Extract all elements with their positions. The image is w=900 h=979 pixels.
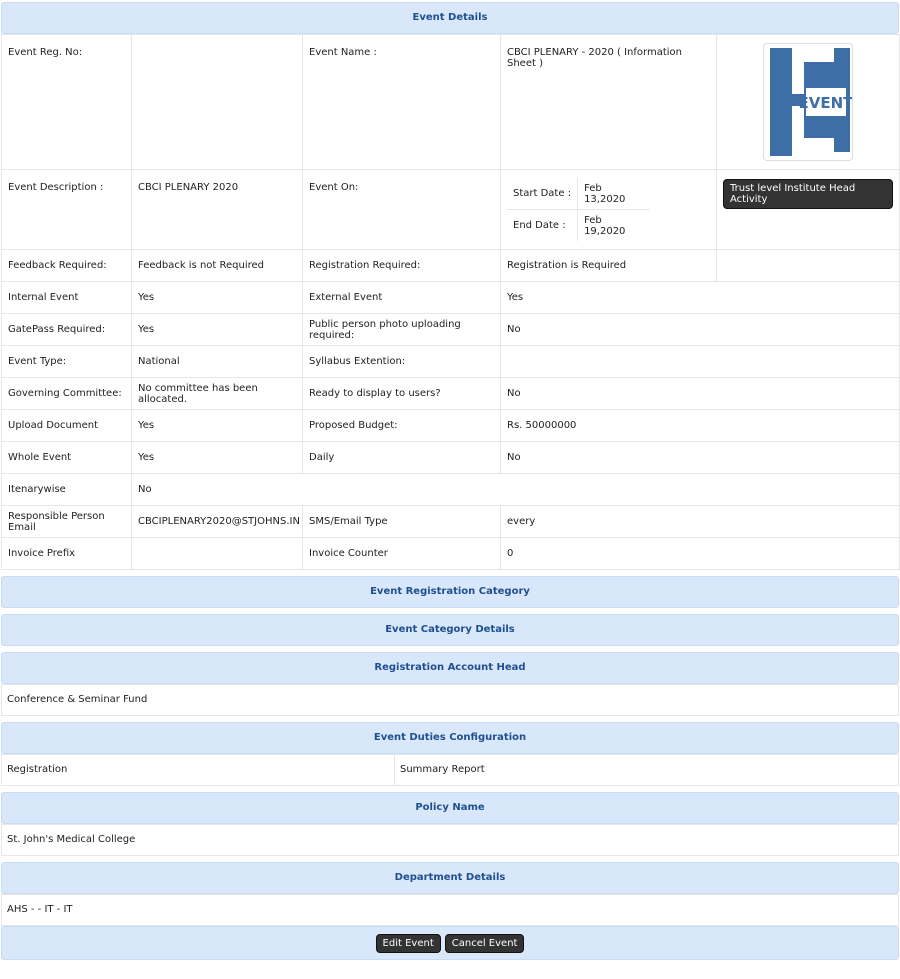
end-date-label: End Date : xyxy=(507,210,578,242)
category-details-header[interactable]: Event Category Details xyxy=(1,614,899,646)
event-details-header: Event Details xyxy=(1,2,899,34)
governing-committee-label: Governing Committee: xyxy=(2,378,132,410)
internal-event-label: Internal Event xyxy=(2,282,132,314)
invoice-prefix-label: Invoice Prefix xyxy=(2,538,132,570)
policy-name-value: St. John's Medical College xyxy=(1,824,899,856)
table-row xyxy=(2,170,900,250)
whole-event-value: Yes xyxy=(132,442,303,474)
event-type-value: National xyxy=(132,346,303,378)
event-reg-no-value xyxy=(132,35,303,170)
internal-event-value: Yes xyxy=(132,282,303,314)
display-to-users-value: No xyxy=(501,378,900,410)
event-dates-table xyxy=(507,178,650,241)
feedback-required-value: Feedback is not Required xyxy=(132,250,303,282)
end-date-value: Feb 19,2020 xyxy=(584,214,626,237)
trust-level-activity-button[interactable]: Trust level Institute Head Activity xyxy=(723,179,893,209)
table-row xyxy=(2,506,900,538)
policy-name-header: Policy Name xyxy=(1,792,899,824)
responsible-email-value: CBCIPLENARY2020@STJOHNS.IN xyxy=(132,506,303,538)
governing-committee-value: No committee has been allocated. xyxy=(132,378,303,410)
upload-document-value: Yes xyxy=(132,410,303,442)
sms-email-type-label: SMS/Email Type xyxy=(303,506,501,538)
proposed-budget-value: Rs. 50000000 xyxy=(501,410,900,442)
syllabus-extension-value xyxy=(501,346,900,378)
table-row xyxy=(2,442,900,474)
table-row xyxy=(2,538,900,570)
table-row xyxy=(2,410,900,442)
table-row xyxy=(2,378,900,410)
event-name-value: CBCI PLENARY - 2020 ( Information Sheet ) xyxy=(501,35,717,170)
upload-document-label: Upload Document xyxy=(2,410,132,442)
event-type-label: Event Type: xyxy=(2,346,132,378)
trust-button-cell xyxy=(717,170,900,250)
department-details-header: Department Details xyxy=(1,862,899,894)
external-event-value: Yes xyxy=(501,282,900,314)
table-row xyxy=(2,282,900,314)
table-row xyxy=(2,35,900,170)
table-row xyxy=(2,346,900,378)
table-row xyxy=(2,314,900,346)
invoice-prefix-value xyxy=(132,538,303,570)
event-logo-text: EVENT xyxy=(798,94,852,112)
event-description-label: Event Description : xyxy=(2,170,132,250)
registration-category-header[interactable]: Event Registration Category xyxy=(1,576,899,608)
event-details-table xyxy=(1,34,900,570)
duties-config-header: Event Duties Configuration xyxy=(1,722,899,754)
event-details-page xyxy=(1,2,899,960)
gatepass-required-value: Yes xyxy=(132,314,303,346)
table-row xyxy=(2,474,900,506)
event-dates-cell xyxy=(501,170,717,250)
event-logo-cell xyxy=(717,35,900,170)
photo-upload-required-label: Public person photo uploading required: xyxy=(303,314,501,346)
proposed-budget-label: Proposed Budget: xyxy=(303,410,501,442)
start-date-label: Start Date : xyxy=(507,178,578,210)
empty-cell xyxy=(717,250,900,282)
edit-event-button[interactable]: Edit Event xyxy=(376,934,441,953)
event-logo-icon xyxy=(764,44,852,160)
photo-upload-required-value: No xyxy=(501,314,900,346)
responsible-email-label: Responsible Person Email xyxy=(2,506,132,538)
event-name-label: Event Name : xyxy=(303,35,501,170)
event-description-value: CBCI PLENARY 2020 xyxy=(132,170,303,250)
event-on-label: Event On: xyxy=(303,170,501,250)
itenarywise-value: No xyxy=(132,474,900,506)
gatepass-required-label: GatePass Required: xyxy=(2,314,132,346)
account-head-header: Registration Account Head xyxy=(1,652,899,684)
feedback-required-label: Feedback Required: xyxy=(2,250,132,282)
daily-value: No xyxy=(501,442,900,474)
syllabus-extension-label: Syllabus Extention: xyxy=(303,346,501,378)
sms-email-type-value: every xyxy=(501,506,900,538)
cancel-event-button[interactable]: Cancel Event xyxy=(445,934,525,953)
registration-required-value: Registration is Required xyxy=(501,250,717,282)
invoice-counter-value: 0 xyxy=(501,538,900,570)
start-date-value: Feb 13,2020 xyxy=(578,178,651,210)
itenarywise-label: Itenarywise xyxy=(2,474,132,506)
duties-row xyxy=(1,754,899,786)
registration-required-label: Registration Required: xyxy=(303,250,501,282)
action-bar xyxy=(1,926,899,960)
display-to-users-label: Ready to display to users? xyxy=(303,378,501,410)
department-value: AHS - - IT - IT xyxy=(1,894,899,926)
table-row xyxy=(2,250,900,282)
duties-right: Summary Report xyxy=(400,764,485,775)
event-reg-no-label: Event Reg. No: xyxy=(2,35,132,170)
invoice-counter-label: Invoice Counter xyxy=(303,538,501,570)
external-event-label: External Event xyxy=(303,282,501,314)
event-logo xyxy=(763,43,853,161)
duties-left: Registration xyxy=(2,755,395,785)
daily-label: Daily xyxy=(303,442,501,474)
whole-event-label: Whole Event xyxy=(2,442,132,474)
account-head-value: Conference & Seminar Fund xyxy=(1,684,899,716)
